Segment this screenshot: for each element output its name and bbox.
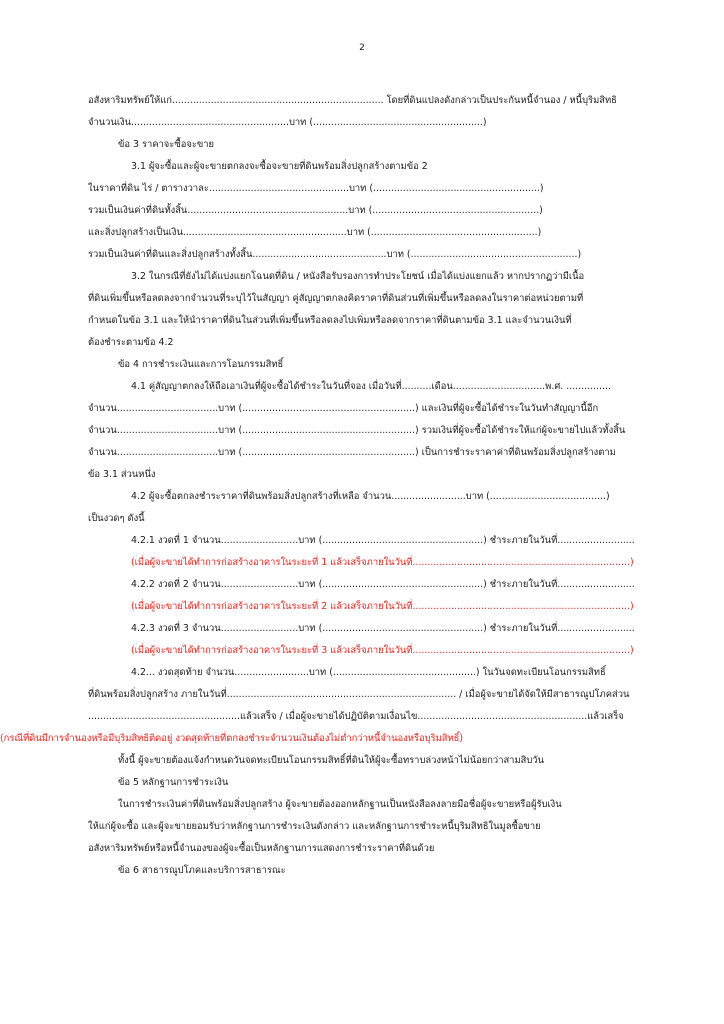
text-line: ...................................................แล้วเสร็จ / เมื่อผู้จะขายได้ปฏิบัติตามเงื่อนไข.........................................................แล้วเสร็จ: [88, 711, 624, 722]
installment-line: 4.2.1 งวดที่ 1 จำนวน..........................บาท (......................................................) ชำระภายในวันที่..........................: [131, 535, 635, 546]
text-line: รวมเป็นเงินค่าที่ดินและสิ่งปลูกสร้างทั้งสิ้น.............................................บาท (........................................................): [88, 249, 582, 260]
text-line: 4.2 ผู้จะซื้อตกลงชำระราคาที่ดินพร้อมสิ่งปลูกสร้างที่เหลือ จำนวน.........................บาท (.......................................): [131, 491, 610, 502]
text-line: จำนวน..................................บาท (..........................................................) รวมเงินที่ผู้จะซื้อได้ชำระให้แก่ผู้จะขายไปแล้วทั้งสิ้น: [88, 425, 626, 436]
text-line: และสิ่งปลูกสร้างเป็นเงิน.......................................................บาท (........................................................): [88, 227, 542, 238]
text-line: รวมเป็นเงินค่าที่ดินทั้งสิ้น......................................................บาท (........................................................): [88, 205, 543, 216]
installment-condition: (เมื่อผู้จะขายได้ทำการก่อสร้างอาคารในระยะที่ 1 แล้วเสร็จภายในวันที่.........................................................................): [131, 557, 634, 568]
installment-line: 4.2.3 งวดที่ 3 จำนวน..........................บาท (......................................................) ชำระภายในวันที่..........................: [131, 623, 635, 634]
text-line: 3.2 ในกรณีที่ยังไม่ได้แบ่งแยกโฉนดที่ดิน / หนังสือรับรองการทำประโยชน์ เมื่อได้แบ่งแยกแล้ว หากปรากฏว่ามีเนื้อ: [131, 271, 585, 282]
text-line: ที่ดินเพิ่มขึ้นหรือลดลงจากจำนวนที่ระบุไว้ในสัญญา คู่สัญญาตกลงคิดราคาที่ดินส่วนที่เพิ่มขึ้นหรือลดลงในราคาต่อหน่วยตามที่: [88, 293, 584, 304]
text-line: เป็นงวดๆ ดังนี้: [88, 513, 145, 524]
text-line: จำนวน..................................บาท (..........................................................) เป็นการชำระราคาค่าที่ดินพร้อมสิ่งปลูกสร้างตาม: [88, 447, 616, 458]
text-line: ให้แก่ผู้จะซื้อ และผู้จะขายยอมรับว่าหลักฐานการชำระเงินดังกล่าว และหลักฐานการชำระหนี้บุริมสิทธิในมูลซื้อขาย: [88, 821, 541, 832]
text-line: ต้องชำระตามข้อ 4.2: [88, 337, 174, 348]
text-line: ในราคาที่ดิน ไร่ / ตารางวาละ...............................................บาท (........................................................): [88, 183, 544, 194]
text-line: อสังหาริมทรัพย์หรือหนี้จำนองของผู้จะซื้อเป็นหลักฐานการแสดงการชำระราคาที่ดินด้วย: [88, 843, 435, 854]
text-line: จำนวนเงิน.....................................................บาท (.........................................................): [88, 117, 487, 128]
text-line: ในการชำระเงินค่าที่ดินพร้อมสิ่งปลูกสร้าง ผู้จะขายต้องออกหลักฐานเป็นหนังสือลงลายมือชื่อผู้จะขายหรือผู้รับเงิน: [118, 799, 562, 810]
clause-heading: ข้อ 4 การชำระเงินและการโอนกรรมสิทธิ์: [118, 359, 284, 370]
installment-line: 4.2... งวดสุดท้าย จำนวน.........................บาท (................................................) ในวันจดทะเบียนโอนกรรมสิทธิ์: [131, 667, 606, 678]
installment-line: 4.2.2 งวดที่ 2 จำนวน..........................บาท (......................................................) ชำระภายในวันที่..........................: [131, 579, 635, 590]
text-line: 4.1 คู่สัญญาตกลงให้ถือเอาเงินที่ผู้จะซื้อได้ชำระในวันที่จอง เมื่อวันที่..........เดือน...............................พ.ศ. ...............: [131, 381, 611, 392]
text-line: ที่ดินพร้อมสิ่งปลูกสร้าง ภายในวันที่............................................................................. / เมื่อผู้จะขายได้จัดให้มีสาธารณูปโภคส่วน: [88, 689, 630, 700]
clause-heading: ข้อ 3 ราคาจะซื้อจะขาย: [118, 139, 215, 150]
text-line: กำหนดในข้อ 3.1 และให้นำราคาที่ดินในส่วนที่เพิ่มขึ้นหรือลดลงไปเพิ่มหรือลดจากราคาที่ดินตามข้อ 3.1 และจำนวนเงินที่: [88, 315, 572, 326]
text-line: ทั้งนี้ ผู้จะขายต้องแจ้งกำหนดวันจดทะเบียนโอนกรรมสิทธิ์ที่ดินให้ผู้จะซื้อทราบล่วงหน้าไม่น้อยกว่าสามสิบวัน: [118, 755, 544, 766]
text-line: อสังหาริมทรัพย์ให้แก่....................................................................... โดยที่ดินแปลงดังกล่าวเป็นประกันหนี้จำนอง / หนี้บุริมสิทธิ: [88, 95, 617, 106]
clause-heading: ข้อ 6 สาธารณูปโภคและบริการสาธารณะ: [118, 865, 286, 876]
text-line: 3.1 ผู้จะซื้อและผู้จะขายตกลงจะซื้อจะขายที่ดินพร้อมสิ่งปลูกสร้างตามข้อ 2: [131, 161, 428, 172]
mortgage-note: (กรณีที่ดินมีการจำนองหรือมีบุริมสิทธิติดอยู่ งวดสุดท้ายที่ตกลงชำระจำนวนเงินต้องไม่ต่ำกว่าหนี้จำนองหรือบุริมสิทธิ์): [0, 733, 464, 744]
page-number: 2: [359, 43, 365, 53]
text-line: ข้อ 3.1 ส่วนหนึ่ง: [88, 469, 156, 480]
clause-heading: ข้อ 5 หลักฐานการชำระเงิน: [118, 777, 229, 788]
installment-condition: (เมื่อผู้จะขายได้ทำการก่อสร้างอาคารในระยะที่ 3 แล้วเสร็จภายในวันที่.........................................................................): [131, 645, 634, 656]
installment-condition: (เมื่อผู้จะขายได้ทำการก่อสร้างอาคารในระยะที่ 2 แล้วเสร็จภายในวันที่.........................................................................): [131, 601, 634, 612]
text-line: จำนวน..................................บาท (..........................................................) และเงินที่ผู้จะซื้อได้ชำระในวันทำสัญญานี้อีก: [88, 403, 599, 414]
